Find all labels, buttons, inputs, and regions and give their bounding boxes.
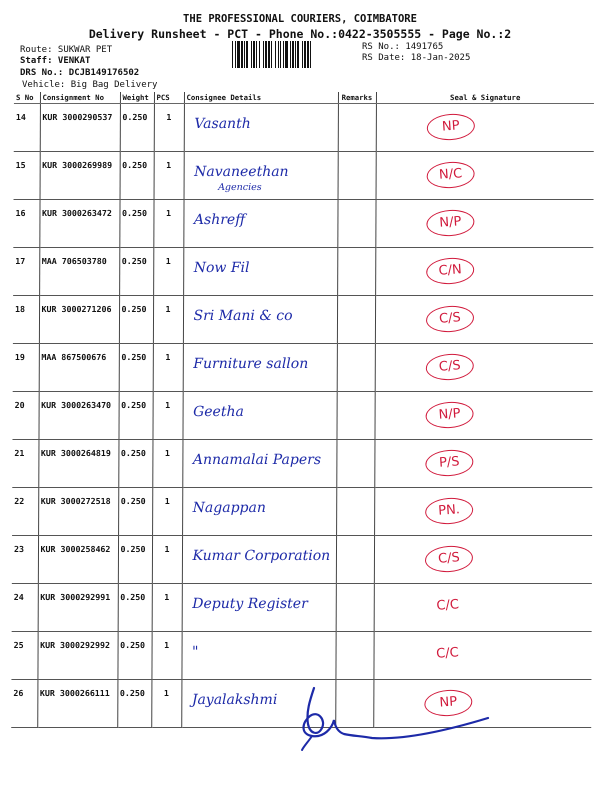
table-row bbox=[13, 296, 593, 344]
row-consignment-no: KUR 3000271206 bbox=[39, 296, 119, 344]
row-remarks bbox=[337, 344, 375, 392]
seal-mark: C/C bbox=[435, 645, 459, 662]
row-pcs: 1 bbox=[153, 344, 183, 392]
row-pcs: 1 bbox=[152, 440, 182, 488]
seal-mark: N/P bbox=[425, 208, 475, 237]
row-sno: 19 bbox=[13, 344, 39, 392]
row-pcs: 1 bbox=[152, 392, 182, 440]
consignee-handwriting: Jayalakshmi bbox=[191, 692, 278, 708]
rs-date: RS Date: 18-Jan-2025 bbox=[362, 53, 471, 63]
row-pcs: 1 bbox=[153, 200, 183, 248]
table-row bbox=[12, 392, 592, 440]
row-remarks bbox=[335, 632, 373, 680]
row-remarks bbox=[336, 536, 374, 584]
row-consignee bbox=[183, 344, 337, 392]
row-seal bbox=[375, 344, 593, 392]
table-row bbox=[12, 536, 592, 584]
row-consignee bbox=[184, 152, 338, 200]
runsheet-subtitle: Delivery Runsheet - PCT - Phone No.:0422-3505555 - Page No.:2 bbox=[88, 27, 512, 41]
row-sno: 25 bbox=[11, 632, 37, 680]
row-consignee bbox=[183, 200, 337, 248]
row-seal bbox=[374, 584, 592, 632]
row-weight: 0.250 bbox=[120, 152, 154, 200]
seal-mark: C/C bbox=[435, 597, 459, 614]
seal-mark: P/S bbox=[424, 448, 474, 477]
row-seal bbox=[375, 296, 593, 344]
consignee-handwriting: Deputy Register bbox=[192, 596, 308, 612]
row-remarks bbox=[336, 488, 374, 536]
table-row bbox=[13, 248, 593, 296]
table-row bbox=[12, 584, 592, 632]
consignee-handwriting: Kumar Corporation bbox=[192, 548, 331, 564]
row-pcs: 1 bbox=[151, 632, 181, 680]
seal-mark: C/S bbox=[424, 544, 474, 573]
seal-mark: PN. bbox=[424, 496, 474, 525]
row-weight: 0.250 bbox=[119, 200, 153, 248]
row-remarks bbox=[337, 296, 375, 344]
staff-label: Staff: VENKAT bbox=[20, 56, 91, 66]
seal-mark: C/S bbox=[425, 352, 475, 381]
table-header-row bbox=[14, 92, 594, 104]
row-pcs: 1 bbox=[154, 152, 184, 200]
row-weight: 0.250 bbox=[120, 104, 154, 152]
row-seal bbox=[373, 632, 591, 680]
row-remarks bbox=[338, 104, 376, 152]
row-seal bbox=[374, 488, 592, 536]
consignee-handwriting: " bbox=[192, 644, 199, 660]
consignee-handwriting: Nagappan bbox=[192, 500, 266, 516]
row-consignee bbox=[182, 536, 336, 584]
row-consignee bbox=[181, 632, 335, 680]
row-weight: 0.250 bbox=[119, 248, 153, 296]
row-consignee bbox=[183, 248, 337, 296]
row-consignee bbox=[183, 296, 337, 344]
table-row bbox=[14, 104, 594, 152]
row-consignment-no: KUR 3000263472 bbox=[39, 200, 119, 248]
row-consignment-no: KUR 3000258462 bbox=[38, 536, 118, 584]
row-consignee bbox=[182, 440, 336, 488]
consignee-handwriting: Ashreff bbox=[193, 212, 246, 228]
row-pcs: 1 bbox=[151, 680, 181, 728]
table-row bbox=[13, 344, 593, 392]
row-seal bbox=[374, 392, 592, 440]
consignee-handwriting: Sri Mani & co bbox=[193, 308, 293, 324]
row-sno: 18 bbox=[13, 296, 39, 344]
row-weight: 0.250 bbox=[119, 344, 153, 392]
row-sno: 24 bbox=[12, 584, 38, 632]
col-header-pcs: PCS bbox=[154, 92, 184, 104]
row-weight: 0.250 bbox=[118, 440, 152, 488]
col-header-sno: S No bbox=[14, 92, 40, 104]
row-sno: 15 bbox=[14, 152, 40, 200]
row-sno: 26 bbox=[11, 680, 37, 728]
consignee-handwriting: Now Fil bbox=[193, 260, 250, 276]
row-seal bbox=[376, 104, 594, 152]
row-consignment-no: KUR 3000272518 bbox=[38, 488, 118, 536]
consignee-handwriting: Navaneethan bbox=[194, 164, 289, 180]
seal-mark: NP bbox=[426, 112, 476, 141]
signature-icon bbox=[292, 680, 492, 760]
row-weight: 0.250 bbox=[118, 488, 152, 536]
row-consignment-no: KUR 3000292992 bbox=[37, 632, 117, 680]
row-sno: 16 bbox=[13, 200, 39, 248]
company-title: THE PROFESSIONAL COURIERS, COIMBATORE bbox=[183, 13, 417, 25]
row-seal bbox=[374, 536, 592, 584]
row-remarks bbox=[338, 152, 376, 200]
row-pcs: 1 bbox=[152, 584, 182, 632]
row-weight: 0.250 bbox=[117, 680, 151, 728]
drs-label: DRS No.: bbox=[20, 68, 64, 78]
seal-mark: N/C bbox=[425, 160, 475, 189]
row-weight: 0.250 bbox=[118, 536, 152, 584]
table-row bbox=[11, 632, 591, 680]
barcode-icon bbox=[232, 41, 354, 68]
col-header-seal: Seal & Signature bbox=[376, 92, 594, 104]
row-remarks bbox=[336, 440, 374, 488]
row-pcs: 1 bbox=[152, 536, 182, 584]
col-header-consignment: Consignment No bbox=[40, 92, 120, 104]
seal-mark: C/N bbox=[425, 256, 475, 285]
row-sno: 23 bbox=[12, 536, 38, 584]
row-pcs: 1 bbox=[153, 248, 183, 296]
row-pcs: 1 bbox=[152, 488, 182, 536]
row-weight: 0.250 bbox=[118, 584, 152, 632]
col-header-remarks: Remarks bbox=[338, 92, 376, 104]
table-row bbox=[14, 152, 594, 200]
consignee-handwriting-line2: Agencies bbox=[218, 182, 262, 193]
col-header-consignee: Consignee Details bbox=[184, 92, 338, 104]
row-sno: 22 bbox=[12, 488, 38, 536]
row-consignment-no: KUR 3000263470 bbox=[38, 392, 118, 440]
row-sno: 14 bbox=[14, 104, 40, 152]
row-remarks bbox=[336, 584, 374, 632]
row-consignment-no: KUR 3000292991 bbox=[38, 584, 118, 632]
row-seal bbox=[375, 248, 593, 296]
row-pcs: 1 bbox=[154, 104, 184, 152]
row-seal bbox=[374, 440, 592, 488]
seal-mark: N/P bbox=[424, 400, 474, 429]
consignee-handwriting: Furniture sallon bbox=[193, 356, 309, 372]
row-sno: 17 bbox=[13, 248, 39, 296]
row-consignee bbox=[182, 488, 336, 536]
row-seal bbox=[375, 200, 593, 248]
row-consignee bbox=[182, 584, 336, 632]
row-consignment-no: MAA 706503780 bbox=[39, 248, 119, 296]
vehicle-label: Vehicle: Big Bag Delivery bbox=[22, 80, 158, 90]
row-remarks bbox=[337, 248, 375, 296]
row-consignment-no: KUR 3000266111 bbox=[37, 680, 117, 728]
row-pcs: 1 bbox=[153, 296, 183, 344]
row-sno: 21 bbox=[12, 440, 38, 488]
row-consignee bbox=[182, 392, 336, 440]
row-consignment-no: KUR 3000269989 bbox=[40, 152, 120, 200]
row-seal bbox=[376, 152, 594, 200]
row-remarks bbox=[337, 200, 375, 248]
consignee-handwriting: Annamalai Papers bbox=[192, 452, 322, 468]
route-label: Route: SUKWAR PET bbox=[20, 45, 113, 55]
drs-number bbox=[20, 68, 139, 78]
seal-mark: NP bbox=[423, 688, 473, 717]
row-consignee bbox=[184, 104, 338, 152]
row-remarks bbox=[336, 392, 374, 440]
col-header-weight: Weight bbox=[120, 92, 154, 104]
consignee-handwriting: Geetha bbox=[193, 404, 244, 420]
row-weight: 0.250 bbox=[119, 296, 153, 344]
table-row bbox=[13, 200, 593, 248]
seal-mark: C/S bbox=[425, 304, 475, 333]
rs-number: RS No.: 1491765 bbox=[362, 42, 444, 52]
drs-value: DCJB149176502 bbox=[68, 68, 140, 78]
row-weight: 0.250 bbox=[117, 632, 151, 680]
row-consignment-no: KUR 3000264819 bbox=[38, 440, 118, 488]
row-sno: 20 bbox=[12, 392, 38, 440]
row-consignment-no: KUR 3000290537 bbox=[40, 104, 120, 152]
runsheet-table-wrap bbox=[12, 92, 600, 711]
consignee-handwriting: Vasanth bbox=[194, 116, 251, 132]
table-row bbox=[12, 440, 592, 488]
row-consignment-no: MAA 867500676 bbox=[39, 344, 119, 392]
table-row bbox=[12, 488, 592, 536]
row-weight: 0.250 bbox=[118, 392, 152, 440]
runsheet-table bbox=[11, 92, 594, 728]
